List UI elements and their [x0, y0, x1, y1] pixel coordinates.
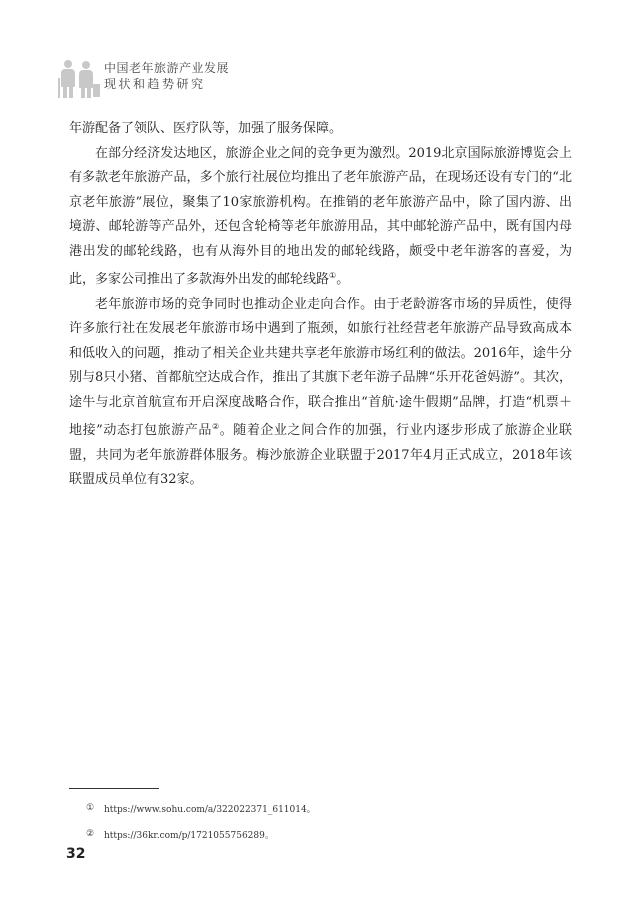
footnote-divider: [69, 788, 159, 789]
footnote-link[interactable]: https://36kr.com/p/1721055756289。: [104, 830, 274, 841]
running-header: [58, 58, 229, 100]
body-text: [69, 117, 572, 493]
paragraph: 年游配备了领队、医疗队等，加强了服务保障。: [69, 121, 343, 136]
paragraph-text: 。随着企业之间合作的加强，行业内逐步形成了旅游企业联盟，共同为老年旅游群体服务。梅沙旅游企业联盟于2017年4月正式成立，2018年该联盟成员单位有32家。: [69, 423, 572, 487]
series-subtitle: 现状和趋势研究: [104, 76, 206, 91]
footnote-ref[interactable]: ②: [211, 422, 220, 431]
paragraph-text: 老年旅游市场的竞争同时也推动企业走向合作。由于老龄游客市场的异质性，使得许多旅行社在发展老年旅游市场中遇到了瓶颈，如旅行社经营老年旅游产品导致高成本和低收入的问题，推动了相关企业共建共享老年旅游市场红利的做法。2016年，途牛分别与8只小猪、首都航空达成合作，推出了其旗下老年游子品牌“乐开花爸妈游”。其次，途牛与北京首航宣布开启深度战略合作，联合推出“首航·途牛假期”品牌，打造“机票＋地接”动态打包旅游产品: [69, 296, 572, 438]
footnote-link[interactable]: https://www.sohu.com/a/322022371_611014。: [104, 804, 316, 815]
footnote: [86, 821, 566, 847]
paragraph: [69, 142, 572, 293]
series-title: 中国老年旅游产业发展: [104, 61, 230, 75]
footnote-mark: ②: [86, 829, 95, 839]
paragraph: [69, 293, 572, 493]
paragraph-text: 在部分经济发达地区，旅游企业之间的竞争更为激烈。2019北京国际旅游博览会上有多款老年旅游产品，多个旅行社展位均推出了老年旅游产品，在现场还设有专门的“北京老年旅游”展位，聚集了10家旅游机构。在推销的老年旅游产品中，除了国内游、出境游、邮轮游等产品外，还包含轮椅等老年旅游用品，其中邮轮游产品中，既有国内母港出发的邮轮线路，也有从海外目的地出发的邮轮线路，颇受中老年游客的喜爱，为此，多家公司推出了多款海外出发的邮轮线路: [69, 145, 572, 287]
paragraph-text: 。: [336, 272, 350, 287]
elderly-couple-logo-icon: [58, 58, 100, 100]
footnote-ref[interactable]: ①: [329, 271, 337, 280]
footnotes: [86, 795, 566, 847]
footnote: [86, 795, 566, 821]
footnote-mark: ①: [86, 803, 95, 813]
page-number: 32: [66, 846, 86, 862]
